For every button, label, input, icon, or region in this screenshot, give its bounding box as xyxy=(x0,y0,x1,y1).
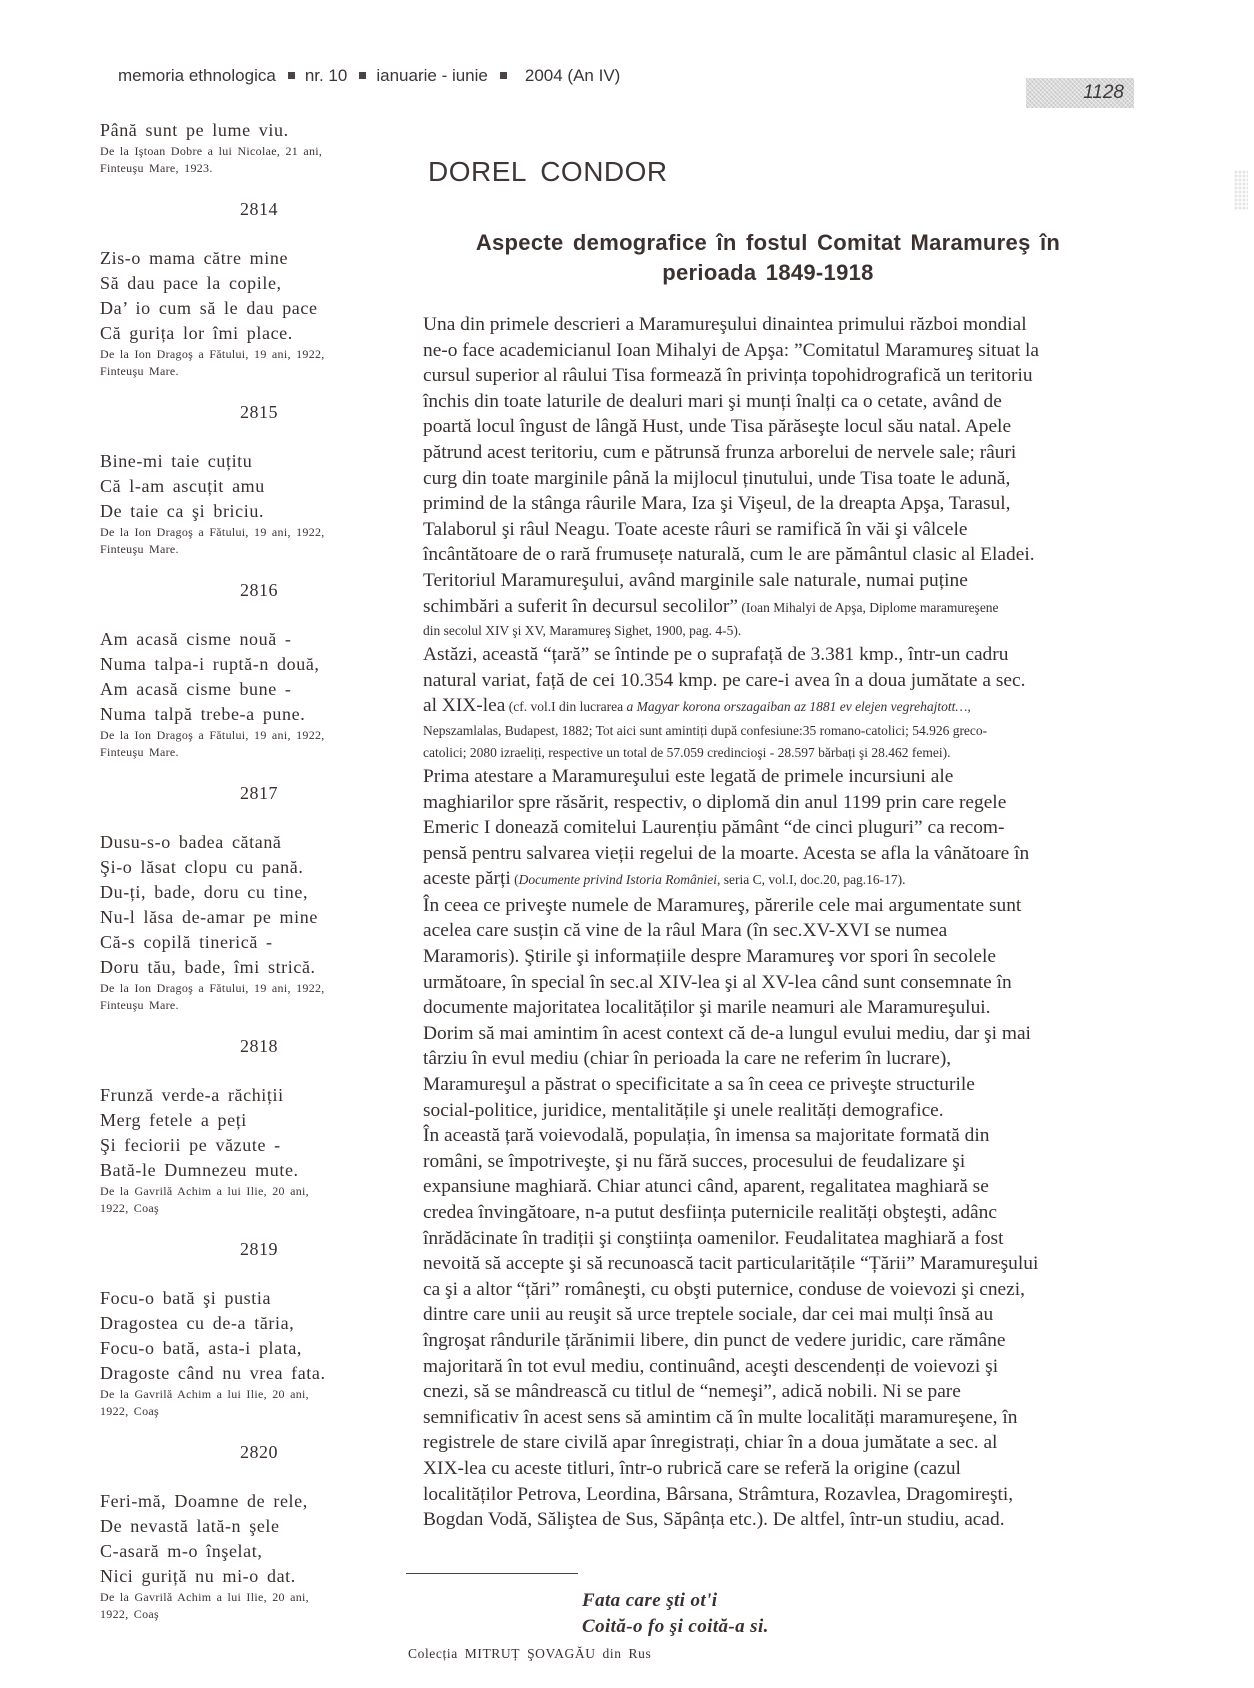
poem-line: Am acasă cisme bune - xyxy=(100,679,292,699)
body-text-line: localităților Petrova, Leordina, Bârsana, Strâmtura, Rozavlea, Dragomireşti, xyxy=(423,1483,1014,1505)
poem-line: Că gurița lor îmi place. xyxy=(100,323,293,343)
source-line: De la Gavrilă Achim a lui Ilie, 20 ani, xyxy=(100,1184,309,1198)
body-text-line: români, se împotriveşte, şi nu fără succes, procesului de feudalizare şi xyxy=(423,1150,966,1172)
paragraph-block xyxy=(423,893,1123,1533)
body-text-line: XIX-lea cu aceste titluri, într-o rubrică care se referă la origine (cazul xyxy=(423,1457,961,1479)
body-text-line: expansiune maghiară. Chiar atunci când, aparent, regalitatea maghiară se xyxy=(423,1176,989,1198)
article-title xyxy=(428,228,1108,288)
poem-line: C-asară m-o înşelat, xyxy=(100,1541,263,1561)
collection-credit: Colecția MITRUȚ ŞOVAGĂU din Rus xyxy=(408,1646,652,1661)
poem xyxy=(100,246,390,380)
citation-reference: , seria C, vol.I, doc.20, pag.16-17). xyxy=(716,872,906,888)
poem-number: 2816 xyxy=(240,580,278,600)
citation-reference: (Ioan Mihalyi de Apşa, Diplome maramureşene xyxy=(738,599,999,615)
poem-number: 2817 xyxy=(240,783,278,803)
source-line: De la Ion Dragoş a Fătului, 19 ani, 1922, xyxy=(100,981,325,995)
poem-line: Doru tău, bade, îmi strică. xyxy=(100,957,316,977)
page-number: 1128 xyxy=(1026,78,1134,108)
paragraph-block xyxy=(423,764,1123,866)
poem xyxy=(100,1489,390,1623)
body-text-line: cnezi, să se mândrească cu titlul de “nemeşi”, adică nobili. Ni se pare xyxy=(423,1381,961,1403)
source-line: De la Ion Dragoş a Fătului, 19 ani, 1922, xyxy=(100,347,325,361)
body-text-line: încântătoare de o rară frumusețe naturală, cum le are pământul clasic al Eladei. xyxy=(423,544,1035,566)
poem-source xyxy=(100,1183,390,1217)
poem-line: Dragostea cu de-a tăria, xyxy=(100,1313,295,1333)
body-text-line: nevoită să accepte şi să recunoască tacit particularitățile “Țării” Maramureşului xyxy=(423,1253,1039,1275)
body-text-line: cursul superior al râului Tisa formează în privința topohidrografică un teritoriu xyxy=(423,365,1033,387)
source-line: 1922, Coaş xyxy=(100,1607,159,1621)
citation-reference: catolici; 2080 izraeliți, respective un total de 57.059 credincioşi - 28.597 bărbați şi 28.462 femei). xyxy=(423,744,951,760)
citation-text: al XIX-lea xyxy=(423,695,506,717)
poem xyxy=(100,1083,390,1217)
epigraph xyxy=(582,1588,769,1640)
body-text-line: următoare, în special în sec.al XIV-lea şi al XV-lea când sunt consemnate în xyxy=(423,971,1012,993)
source-line: 1922, Coaş xyxy=(100,1404,159,1418)
poem-line: Da’ io cum să le dau pace xyxy=(100,298,318,318)
poem-line: Feri-mă, Doamne de rele, xyxy=(100,1491,308,1511)
poem-line: Merg fetele a peți xyxy=(100,1110,247,1130)
body-text-line: primind de la stânga râurile Mara, Iza şi Vişeul, de la dreapta Apşa, Tarasul, xyxy=(423,493,1011,515)
poem-line: Numa talpă trebe-a pune. xyxy=(100,704,306,724)
poem-line: Şi feciorii pe văzute - xyxy=(100,1135,281,1155)
citation-reference: Nepszamlalas, Budapest, 1882; Tot aici sunt amintiți după confesiune:35 romano-catolici; 54.926 greco- xyxy=(423,722,988,738)
bullet-square-icon xyxy=(359,72,366,79)
poem-line: Nici guriță nu mi-o dat. xyxy=(100,1566,296,1586)
epigraph-line: Coită-o fo şi coită-a si. xyxy=(582,1616,769,1637)
body-text-line: curg din toate marginile până la mijlocul ținutului, unde Tisa toate le adună, xyxy=(423,467,1011,489)
poems-list xyxy=(100,199,390,1623)
poem-line: De nevastă lată-n şele xyxy=(100,1516,280,1536)
body-text-line: Teritoriul Maramureşului, având marginile sale naturale, numai puține xyxy=(423,569,968,591)
article-author: DOREL CONDOR xyxy=(428,156,668,187)
poem-source xyxy=(100,524,390,558)
poem xyxy=(100,627,390,761)
poem-number: 2815 xyxy=(240,402,278,422)
poem-line: Şi-o lăsat clopu cu pană. xyxy=(100,857,304,877)
citation-reference: ( xyxy=(510,872,519,888)
body-text-line: poartă locul îngust de lângă Hust, unde Tisa părăseşte locul său natal. Apele xyxy=(423,416,1012,438)
article-title-line: Aspecte demografice în fostul Comitat Maramureş în xyxy=(475,230,1061,255)
body-text-line: pensă pentru salvarea vieții regelui de la moarte. Acesta se afla la vânătoare în xyxy=(423,842,1030,864)
poem-line: Focu-o bată şi pustia xyxy=(100,1288,272,1308)
body-text-line: închis din toate laturile de dealuri mari şi munți înalți ca o cetate, având de xyxy=(423,390,1002,412)
body-text-line: Una din primele descrieri a Maramureşului dinaintea primului război mondial xyxy=(423,314,1027,335)
body-text-line: semnificativ în acest sens să amintim că în multe localități maramureşene, în xyxy=(423,1406,1018,1428)
source-line: De la Iştoan Dobre a lui Nicolae, 21 ani, xyxy=(100,144,323,158)
source-line: Finteuşu Mare. xyxy=(100,364,179,378)
source-line: De la Gavrilă Achim a lui Ilie, 20 ani, xyxy=(100,1387,309,1401)
article-body xyxy=(423,312,1123,1533)
poem-number: 2814 xyxy=(240,199,278,219)
poem-line: Zis-o mama către mine xyxy=(100,248,289,268)
source-line: De la Ion Dragoş a Fătului, 19 ani, 1922, xyxy=(100,728,325,742)
body-text-line: pătrund acest teritoriu, cum e pătrunsă frunza arborelui de nervele sale; râuri xyxy=(423,441,1017,463)
source-line: Finteuşu Mare. xyxy=(100,745,179,759)
body-text-line: Talaborul şi râul Neagu. Toate aceste râuri se ramifică în văi şi vâlcele xyxy=(423,518,968,540)
citation-work-title: Documente privind Istoria României xyxy=(518,872,717,888)
poem-line: Până sunt pe lume viu. xyxy=(100,120,289,140)
poem-line: Dragoste când nu vrea fata. xyxy=(100,1363,326,1383)
body-text-line: dintre care unii au reuşit să urce treptele sociale, dar cei mai mulți însă au xyxy=(423,1304,994,1326)
folk-poems-column xyxy=(100,118,390,1623)
footnote-divider xyxy=(406,1573,578,1574)
bullet-square-icon xyxy=(288,72,295,79)
citation-text: aceste părți xyxy=(423,868,511,890)
paragraph-block xyxy=(423,642,1123,693)
poem-source xyxy=(100,980,390,1014)
body-text-line: Prima atestare a Maramureşului este legată de primele incursiuni ale xyxy=(423,765,954,787)
body-text-line: Emeric I donează comitelui Laurențiu pământ “de cinci pluguri” ca recom- xyxy=(423,817,1005,839)
citation-work-title: a Magyar korona orszagaiban az 1881 ev elejen vegrehajtott…, xyxy=(626,699,971,715)
body-text-line: Maramoris). Ştirile şi informațiile despre Maramureş vor spori în secolele xyxy=(423,946,996,968)
body-text-line: ca şi a altor “țări” româneşti, cu obşti puternice, conduse de voievozi şi cnezi, xyxy=(423,1278,1025,1300)
poem-source xyxy=(100,727,390,761)
body-text-line: îngroşat rândurile țărănimii libere, din punct de vedere juridic, care rămâne xyxy=(423,1329,1006,1351)
citation-reference: din secolul XIV şi XV, Maramureş Sighet, 1900, pag. 4-5). xyxy=(423,623,742,639)
body-text-line: social-politice, juridice, mentalitățile şi unele realități demografice. xyxy=(423,1099,944,1121)
body-text-line: Bogdan Vodă, Săliştea de Sus, Săpânța etc.). De altfel, într-un studiu, acad. xyxy=(423,1509,1005,1531)
poem xyxy=(100,449,390,558)
poem-number: 2818 xyxy=(240,1036,278,1056)
poem-source xyxy=(100,346,390,380)
poem-line: Dusu-s-o badea cătană xyxy=(100,832,282,852)
poem-line: Numa talpa-i ruptă-n două, xyxy=(100,654,320,674)
poem-source xyxy=(100,1386,390,1420)
poem-line: Du-ți, bade, doru cu tine, xyxy=(100,882,309,902)
poem-line: Să dau pace la copile, xyxy=(100,273,282,293)
poem-number: 2820 xyxy=(240,1442,278,1462)
source-line: Finteuşu Mare. xyxy=(100,542,179,556)
poem xyxy=(100,1286,390,1420)
poem-line: Nu-l lăsa de-amar pe mine xyxy=(100,907,318,927)
poem xyxy=(100,830,390,1014)
poem-line: Am acasă cisme nouă - xyxy=(100,629,292,649)
body-text-line: maghiarilor spre răsărit, respectiv, o diplomă din anul 1199 prin care regele xyxy=(423,791,1007,813)
poem-line: De taie ca şi briciu. xyxy=(100,501,265,521)
poem-source xyxy=(100,143,390,177)
body-text-line: înrădăcinate în tradiții şi conştiința oamenilor. Feudalitatea maghiară a fost xyxy=(423,1227,1004,1249)
poem-opening xyxy=(100,118,390,177)
body-text-line: Maramureşul a păstrat o specificitate a sa în ceea ce priveşte structurile xyxy=(423,1074,975,1096)
body-text-line: târziu în evul mediu (chiar în perioada la care ne referim în lucrare), xyxy=(423,1048,952,1070)
issue-number: nr. 10 xyxy=(304,66,348,85)
poem-number: 2819 xyxy=(240,1239,278,1259)
citation-line xyxy=(423,866,1123,893)
citation-line xyxy=(423,594,1123,621)
body-text-line: Astăzi, această “țară” se întinde pe o suprafață de 3.381 kmp., într-un cadru xyxy=(423,644,1009,666)
source-line: De la Gavrilă Achim a lui Ilie, 20 ani, xyxy=(100,1590,309,1604)
body-text-line: documente majoritatea localităților şi marile neamuri ale Maramureşului. xyxy=(423,997,991,1019)
poem-line: Focu-o bată, asta-i plata, xyxy=(100,1338,303,1358)
poem-line: Frunză verde-a răchiții xyxy=(100,1085,284,1105)
journal-name: memoria ethnologica xyxy=(118,66,276,85)
body-text-line: credea învingătoare, n-a putut desființa puternicile realități obşteşti, adânc xyxy=(423,1202,997,1223)
source-line: Finteuşu Mare. xyxy=(100,998,179,1012)
body-text-line: natural variat, față de cei 10.354 kmp. pe care-i avea în a doua jumătate a sec. xyxy=(423,669,1026,691)
body-text-line: ne-o face academicianul Ioan Mihalyi de Apşa: ”Comitatul Maramureş situat la xyxy=(423,339,1039,361)
citation-line xyxy=(423,693,1123,720)
poem-line: Bată-le Dumnezeu mute. xyxy=(100,1160,299,1180)
citation-text: schimbări a suferit în decursul secolilor” xyxy=(423,595,738,617)
poem-source xyxy=(100,1589,390,1623)
poem-line: Că-s copilă tinerică - xyxy=(100,932,273,952)
body-text-line: În această țară voievodală, populația, în imensa sa majoritate formată din xyxy=(423,1125,990,1147)
body-text-line: acelea care susțin că vine de la râul Mara (în sec.XV-XVI se numea xyxy=(423,920,948,942)
poem-line: Bine-mi taie cuțitu xyxy=(100,451,253,471)
issue-period: ianuarie - iunie xyxy=(376,66,488,85)
body-text-line: majoritară în tot evul mediu, continuând, aceşti descendenți de voievozi şi xyxy=(423,1355,999,1377)
bullet-square-icon xyxy=(500,72,507,79)
paragraph-block xyxy=(423,312,1123,594)
body-text-line: În ceea ce priveşte numele de Maramureş, părerile cele mai argumentate sunt xyxy=(423,894,1022,916)
issue-year: 2004 (An IV) xyxy=(524,66,621,85)
body-text-line: Dorim să mai amintim în acest context că de-a lungul evului mediu, dar şi mai xyxy=(423,1022,1031,1044)
citation-reference: (cf. vol.I din lucrarea xyxy=(505,699,627,715)
epigraph-line: Fata care şti ot'i xyxy=(582,1590,718,1611)
scan-artifact xyxy=(1234,170,1248,210)
article-title-line: perioada 1849-1918 xyxy=(662,260,874,285)
source-line: De la Ion Dragoş a Fătului, 19 ani, 1922, xyxy=(100,525,325,539)
running-header xyxy=(118,66,628,86)
poem-line: Că l-am ascuțit amu xyxy=(100,476,265,496)
source-line: Finteuşu Mare, 1923. xyxy=(100,161,213,175)
body-text-line: registrele de stare civilă apar înregistrați, chiar în a doua jumătate a sec. al xyxy=(423,1432,998,1454)
source-line: 1922, Coaş xyxy=(100,1201,159,1215)
